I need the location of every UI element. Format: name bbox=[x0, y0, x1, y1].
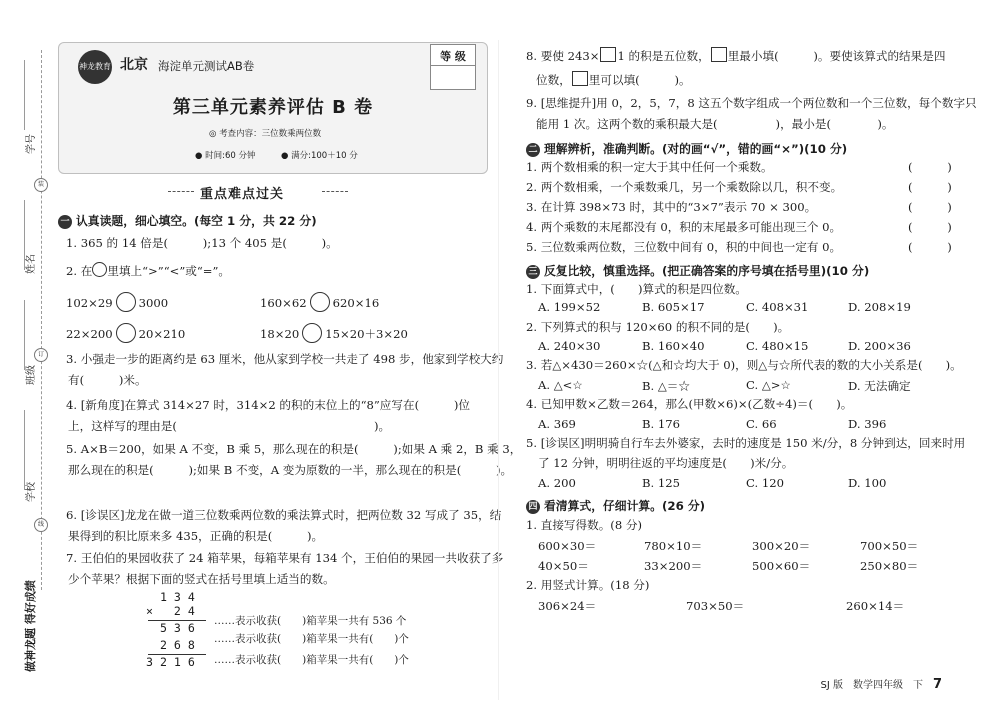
school-label: 学校 bbox=[26, 482, 37, 502]
section-2-heading: 二 理解辨析，准确判断。(对的画“√”，错的画“×”)(10 分) bbox=[526, 140, 847, 157]
choice-option[interactable]: B. 160×40 bbox=[642, 339, 705, 353]
choice-option[interactable]: C. 66 bbox=[746, 417, 777, 431]
choice-option[interactable]: C. 120 bbox=[746, 476, 784, 490]
choice-option[interactable]: D. 396 bbox=[848, 417, 887, 431]
direct-calc-item[interactable]: 300×20＝ bbox=[752, 539, 811, 553]
compare-item: 102×29 3000 bbox=[66, 292, 168, 312]
exam-content: ◎ 考查内容：三位数乘两位数 bbox=[209, 129, 322, 139]
seal-mark: 订 bbox=[34, 348, 48, 362]
seal-mark: 线 bbox=[34, 518, 48, 532]
compare-item: 160×62 620×16 bbox=[260, 292, 379, 312]
choice-option[interactable]: B. 125 bbox=[642, 476, 681, 490]
direct-calc-item[interactable]: 780×10＝ bbox=[644, 539, 703, 553]
answer-paren[interactable]: ( ) bbox=[908, 200, 952, 214]
choice-question: 3. 若△×430＝260×☆(△和☆均大于 0)，则△与☆所代表的数的大小关系是( )。 bbox=[526, 358, 962, 372]
direct-calc-item[interactable]: 700×50＝ bbox=[860, 539, 919, 553]
focus-heading: 重点难点过关 bbox=[200, 187, 285, 202]
grade-box[interactable] bbox=[430, 44, 476, 90]
judge-item: 2. 两个数相乘，一个乘数乘几，另一个乘数除以几，积不变。 bbox=[526, 180, 843, 194]
question-1-4: 4. [新角度]在算式 314×27 时，314×2 的积的末位上的“8”应写在( )位 bbox=[66, 398, 471, 412]
direct-calc-item[interactable]: 40×50＝ bbox=[538, 559, 589, 573]
grade-divider bbox=[431, 65, 475, 66]
judge-item: 3. 在计算 398×73 时，其中的“3×7”表示 70 × 300。 bbox=[526, 200, 817, 214]
question-1-3-cont: 有( )米。 bbox=[68, 373, 147, 387]
class-label: 班级 bbox=[26, 365, 37, 385]
direct-calc-item[interactable]: 600×30＝ bbox=[538, 539, 597, 553]
choice-question: 5. [诊误区]明明骑自行车去外婆家，去时的速度是 150 米/分，8 分钟到达，回来时用 bbox=[526, 436, 966, 450]
question-1-5-cont: 那么现在的积是( );如果 B 不变，A 变为原数的一半，那么现在的积是( )。 bbox=[68, 463, 513, 477]
choice-option[interactable]: B. 176 bbox=[642, 417, 681, 431]
choice-option[interactable]: C. 480×15 bbox=[746, 339, 809, 353]
name-label: 姓名 bbox=[26, 254, 37, 274]
choice-option[interactable]: A. 240×30 bbox=[538, 339, 601, 353]
series-name: 海淀单元测试AB卷 bbox=[158, 59, 255, 73]
binding-line bbox=[41, 50, 42, 590]
page-number: 7 bbox=[932, 677, 942, 692]
compare-circle-icon[interactable] bbox=[302, 323, 322, 343]
choice-question: 2. 下列算式的积与 120×60 的积不同的是( )。 bbox=[526, 320, 790, 334]
answer-paren[interactable]: ( ) bbox=[908, 180, 952, 194]
question-1-3: 3. 小强走一步的距离约是 63 厘米，他从家到学校一共走了 498 步，他家到学校大约 bbox=[66, 352, 504, 366]
vertical-calc-item[interactable]: 306×24＝ bbox=[538, 599, 597, 613]
vertical-calc-item[interactable]: 260×14＝ bbox=[846, 599, 905, 613]
answer-paren[interactable]: ( ) bbox=[908, 240, 952, 254]
vertical-calc-item[interactable]: 703×50＝ bbox=[686, 599, 745, 613]
student-id-label: 学号 bbox=[26, 134, 37, 154]
choice-option[interactable]: A. 200 bbox=[538, 476, 576, 490]
calc-note: ……表示收获( )箱苹果一共有( )个 bbox=[214, 654, 409, 666]
choice-option[interactable]: B. △＝☆ bbox=[642, 379, 690, 393]
slogan: 做神龙题 得好成绩 bbox=[24, 580, 37, 672]
vertical-calc-line: × 2 4 bbox=[146, 604, 195, 618]
judge-item: 1. 两个数相乘的积一定大于其中任何一个乘数。 bbox=[526, 160, 773, 174]
page-fold bbox=[498, 40, 499, 700]
choice-question: 4. 已知甲数×乙数＝264，那么(甲数×6)×(乙数÷4)＝( )。 bbox=[526, 397, 853, 411]
publisher-logo: 神龙教育 bbox=[78, 50, 112, 84]
section-3-heading: 三 反复比较，慎重选择。(把正确答案的序号填在括号里)(10 分) bbox=[526, 262, 869, 279]
question-1-7-cont: 少个苹果？根据下面的竖式在括号里填上适当的数。 bbox=[68, 572, 335, 586]
choice-option[interactable]: C. △>☆ bbox=[746, 378, 791, 392]
vertical-calc-line: 5 3 6 bbox=[146, 621, 195, 635]
question-1-2: 2. 在 里填上“>”“<”或“=”。 bbox=[66, 264, 231, 278]
choice-option[interactable]: B. 605×17 bbox=[642, 300, 705, 314]
choice-question: 1. 下面算式中，( )算式的积是四位数。 bbox=[526, 282, 747, 296]
choice-option[interactable]: A. 369 bbox=[538, 417, 576, 431]
choice-option[interactable]: D. 100 bbox=[848, 476, 887, 490]
seal-mark: 装 bbox=[34, 178, 48, 192]
divider-left bbox=[168, 191, 194, 192]
question-1-6-cont: 果得到的积比原来多 435，正确的积是( )。 bbox=[68, 529, 324, 543]
page-title: 第三单元素养评估 B 卷 bbox=[172, 97, 374, 118]
question-1-7: 7. 王伯伯的果园收获了 24 箱苹果，每箱苹果有 134 个，王伯伯的果园一共收获了多 bbox=[66, 551, 504, 565]
question-1-9: 9. [思维提升]用 0，2，5，7，8 这五个数字组成一个两位数和一个三位数，每个数字只 bbox=[526, 96, 977, 110]
choice-option[interactable]: D. 208×19 bbox=[848, 300, 911, 314]
grade-label: 等 级 bbox=[440, 50, 466, 63]
edition-label: SJ 版 数学四年级 下 bbox=[820, 680, 923, 691]
section-1-heading: 一 认真读题，细心填空。(每空 1 分，共 22 分) bbox=[58, 212, 317, 229]
exam-score: ● 满分:100＋10 分 bbox=[281, 151, 358, 161]
answer-paren[interactable]: ( ) bbox=[908, 220, 952, 234]
question-1-6: 6. [诊误区]龙龙在做一道三位数乘两位数的乘法算式时，把两位数 32 写成了 35，结 bbox=[66, 508, 502, 522]
page-footer bbox=[820, 676, 942, 692]
direct-calc-item[interactable]: 500×60＝ bbox=[752, 559, 811, 573]
divider-right bbox=[322, 191, 348, 192]
judge-item: 5. 三位数乘两位数，三位数中间有 0，积的中间也一定有 0。 bbox=[526, 240, 842, 254]
question-1-8-cont: 位数， 里可以填( )。 bbox=[536, 73, 691, 87]
compare-circle-icon bbox=[92, 262, 107, 277]
student-id-line[interactable] bbox=[24, 60, 25, 130]
choice-option[interactable]: A. 199×52 bbox=[538, 300, 601, 314]
question-1-9-cont: 能用 1 次。这两个数的乘积最大是( )，最小是( )。 bbox=[536, 117, 894, 131]
question-1-4-cont: 上，这样写的理由是( )。 bbox=[68, 419, 391, 433]
question-1-1: 1. 365 的 14 倍是( );13 个 405 是( )。 bbox=[66, 236, 338, 250]
brand-mark: 北京 bbox=[120, 57, 148, 73]
direct-calc-title: 1. 直接写得数。(8 分) bbox=[526, 518, 643, 532]
vertical-calc-line: 2 6 8 bbox=[146, 638, 195, 652]
exam-time: ● 时间:60 分钟 bbox=[195, 151, 256, 161]
vertical-calc-title: 2. 用竖式计算。(18 分) bbox=[526, 578, 650, 592]
vertical-calc-line: 3 2 1 6 bbox=[146, 655, 195, 669]
compare-circle-icon[interactable] bbox=[310, 292, 330, 312]
choice-question-cont: 了 12 分钟，明明往返的平均速度是( )米/分。 bbox=[538, 456, 794, 470]
choice-option[interactable]: D. 200×36 bbox=[848, 339, 911, 353]
class-line[interactable] bbox=[24, 300, 25, 370]
compare-item: 22×200 20×210 bbox=[66, 323, 185, 343]
digit-box[interactable] bbox=[600, 47, 616, 62]
question-1-5: 5. A×B＝200，如果 A 不变，B 乘 5，那么现在的积是( );如果 A 乘 2，B 乘 3， bbox=[66, 442, 522, 456]
direct-calc-item[interactable]: 33×200＝ bbox=[644, 559, 703, 573]
question-1-8: 8. 要使 243× 1 的积是五位数， 里最小填( )。要使该算式的结果是四 bbox=[526, 49, 946, 63]
choice-option[interactable]: D. 无法确定 bbox=[848, 379, 911, 393]
vertical-calc-line: 1 3 4 bbox=[146, 590, 195, 604]
calc-note: ……表示收获( )箱苹果一共有 536 个 bbox=[214, 615, 407, 627]
compare-circle-icon[interactable] bbox=[116, 323, 136, 343]
compare-item: 18×20 15×20＋3×20 bbox=[260, 323, 408, 343]
section-4-heading: 四 看清算式，仔细计算。(26 分) bbox=[526, 497, 705, 514]
direct-calc-item[interactable]: 250×80＝ bbox=[860, 559, 919, 573]
digit-box[interactable] bbox=[711, 47, 727, 62]
judge-item: 4. 两个乘数的末尾都没有 0，积的末尾最多可能出现三个 0。 bbox=[526, 220, 842, 234]
choice-option[interactable]: C. 408×31 bbox=[746, 300, 809, 314]
answer-paren[interactable]: ( ) bbox=[908, 160, 952, 174]
compare-circle-icon[interactable] bbox=[116, 292, 136, 312]
school-line[interactable] bbox=[24, 410, 25, 490]
calc-note: ……表示收获( )箱苹果一共有( )个 bbox=[214, 633, 409, 645]
digit-box[interactable] bbox=[572, 71, 588, 86]
choice-option[interactable]: A. △<☆ bbox=[538, 378, 583, 392]
